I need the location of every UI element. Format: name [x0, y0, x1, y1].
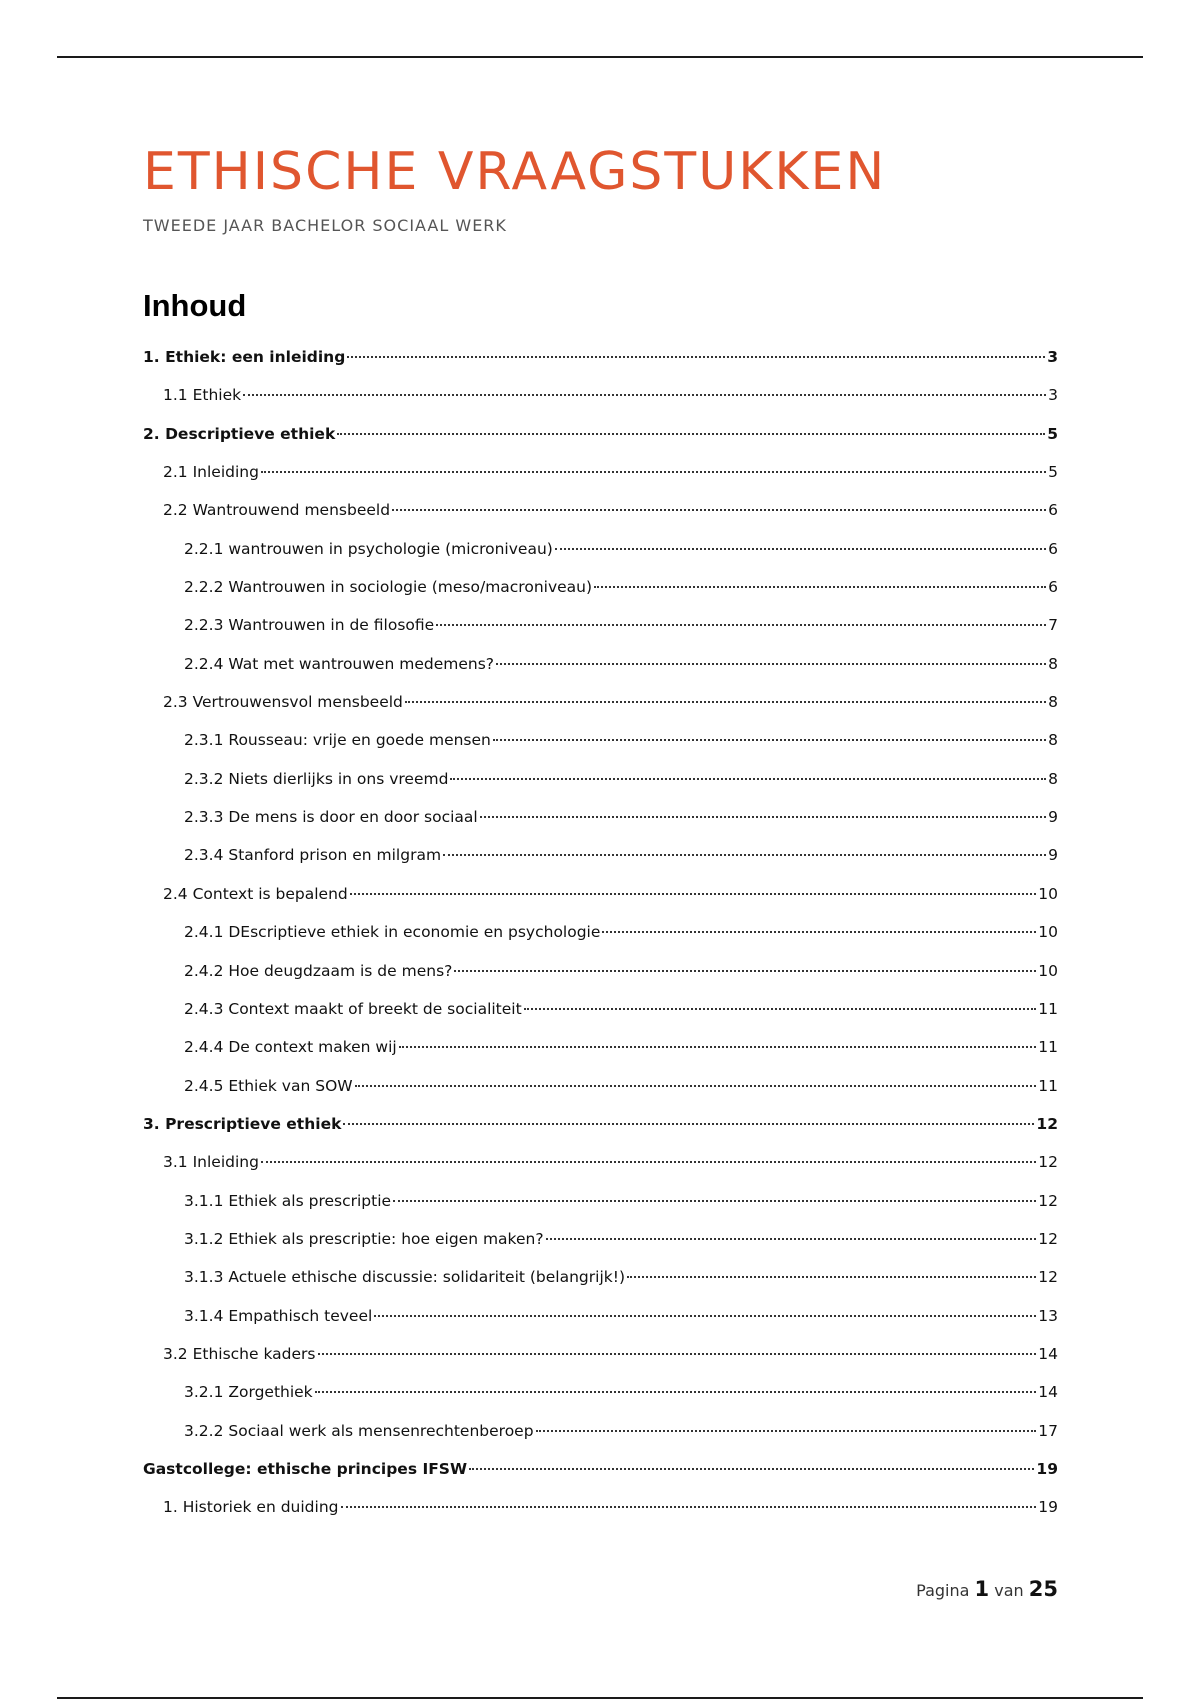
toc-entry-page: 6 [1048, 578, 1058, 597]
toc-dot-leader [261, 471, 1046, 473]
toc-entry-page: 5 [1047, 424, 1058, 443]
toc-dot-leader [602, 931, 1036, 933]
toc-entry-page: 7 [1048, 616, 1058, 635]
table-of-contents [143, 338, 1058, 1527]
toc-entry-page: 17 [1038, 1421, 1058, 1440]
toc-entry[interactable] [143, 338, 1058, 376]
toc-entry[interactable] [143, 760, 1058, 798]
toc-entry[interactable] [143, 952, 1058, 990]
toc-entry-label: 2.3.2 Niets dierlijks in ons vreemd [184, 769, 449, 788]
toc-entry-page: 10 [1038, 884, 1058, 903]
toc-entry[interactable] [143, 568, 1058, 606]
toc-entry-page: 8 [1048, 731, 1058, 750]
toc-entry[interactable] [143, 721, 1058, 759]
toc-entry-page: 10 [1038, 923, 1058, 942]
toc-entry[interactable] [143, 1028, 1058, 1066]
toc-entry[interactable] [143, 875, 1058, 913]
toc-entry[interactable] [143, 1258, 1058, 1296]
toc-entry-label: 2.2 Wantrouwend mensbeeld [163, 501, 391, 520]
toc-entry[interactable] [143, 491, 1058, 529]
toc-entry-label: 3.2.1 Zorgethiek [184, 1383, 313, 1402]
toc-dot-leader [450, 778, 1046, 780]
toc-entry[interactable] [143, 683, 1058, 721]
toc-entry[interactable] [143, 1450, 1058, 1488]
toc-entry[interactable] [143, 1373, 1058, 1411]
top-rule [57, 56, 1143, 58]
toc-entry-label: 2.4.3 Context maakt of breekt de socialiteit [184, 999, 522, 1018]
toc-dot-leader [399, 1046, 1037, 1048]
toc-entry-page: 13 [1038, 1306, 1058, 1325]
toc-entry[interactable] [143, 1412, 1058, 1450]
toc-entry-page: 8 [1048, 769, 1058, 788]
toc-entry-label: 2.3 Vertrouwensvol mensbeeld [163, 693, 403, 712]
toc-dot-leader [243, 394, 1046, 396]
toc-dot-leader [405, 701, 1046, 703]
toc-entry[interactable] [143, 1335, 1058, 1373]
toc-dot-leader [480, 816, 1046, 818]
toc-entry-page: 8 [1048, 693, 1058, 712]
toc-dot-leader [343, 1123, 1034, 1125]
toc-entry-page: 12 [1038, 1191, 1058, 1210]
toc-entry-page: 6 [1048, 501, 1058, 520]
toc-entry-page: 9 [1048, 808, 1058, 827]
toc-entry-page: 12 [1038, 1268, 1058, 1287]
toc-dot-leader [261, 1161, 1036, 1163]
toc-entry[interactable] [143, 990, 1058, 1028]
toc-entry[interactable] [143, 1488, 1058, 1526]
toc-dot-leader [536, 1430, 1037, 1432]
toc-dot-leader [337, 433, 1045, 435]
toc-dot-leader [469, 1468, 1034, 1470]
toc-entry-page: 12 [1038, 1229, 1058, 1248]
toc-entry-label: 2.2.3 Wantrouwen in de filosofie [184, 616, 435, 635]
toc-entry[interactable] [143, 453, 1058, 491]
toc-entry[interactable] [143, 645, 1058, 683]
toc-entry-label: 2.2.2 Wantrouwen in sociologie (meso/macroniveau) [184, 578, 593, 597]
toc-dot-leader [350, 893, 1037, 895]
toc-entry-page: 14 [1038, 1344, 1058, 1363]
toc-entry-label: 3.1.2 Ethiek als prescriptie: hoe eigen maken? [184, 1229, 544, 1248]
toc-entry-page: 14 [1038, 1383, 1058, 1402]
toc-entry[interactable] [143, 530, 1058, 568]
toc-dot-leader [393, 1200, 1036, 1202]
toc-entry-label: 3.1.4 Empathisch teveel [184, 1306, 373, 1325]
toc-entry-page: 3 [1047, 348, 1058, 366]
toc-entry-label: 2.4 Context is bepalend [163, 884, 348, 903]
toc-dot-leader [627, 1276, 1036, 1278]
toc-dot-leader [355, 1085, 1037, 1087]
toc-entry[interactable] [143, 913, 1058, 951]
toc-entry-page: 19 [1038, 1498, 1058, 1517]
toc-entry-label: 2.4.4 De context maken wij [184, 1038, 397, 1057]
toc-dot-leader [443, 854, 1046, 856]
toc-dot-leader [315, 1391, 1037, 1393]
toc-dot-leader [436, 624, 1046, 626]
toc-entry-label: 2.3.3 De mens is door en door sociaal [184, 808, 478, 827]
toc-dot-leader [555, 548, 1046, 550]
footer-middle: van [994, 1581, 1024, 1600]
toc-entry-label: 3.1.1 Ethiek als prescriptie [184, 1191, 392, 1210]
toc-entry-page: 19 [1036, 1459, 1058, 1478]
toc-entry-label: 2.1 Inleiding [163, 463, 259, 482]
toc-entry-page: 9 [1048, 846, 1058, 865]
toc-entry-label: 1.1 Ethiek [163, 386, 242, 405]
toc-entry[interactable] [143, 1105, 1058, 1143]
toc-dot-leader [318, 1353, 1037, 1355]
toc-entry[interactable] [143, 1067, 1058, 1105]
toc-entry-label: 3.1 Inleiding [163, 1153, 259, 1172]
toc-entry-page: 11 [1038, 1076, 1058, 1095]
toc-entry-page: 12 [1038, 1153, 1058, 1172]
toc-entry-label: 3.2 Ethische kaders [163, 1344, 316, 1363]
toc-dot-leader [374, 1315, 1036, 1317]
toc-entry-label: 2.4.1 DEscriptieve ethiek in economie en psychologie [184, 923, 601, 942]
total-page-count: 25 [1028, 1577, 1058, 1601]
toc-dot-leader [341, 1506, 1037, 1508]
toc-entry[interactable] [143, 1143, 1058, 1181]
toc-entry-label: 2.3.4 Stanford prison en milgram [184, 846, 442, 865]
toc-entry-page: 12 [1036, 1114, 1058, 1133]
toc-entry-label: 2.2.4 Wat met wantrouwen medemens? [184, 654, 494, 673]
toc-entry-label: 2.4.2 Hoe deugdzaam is de mens? [184, 961, 453, 980]
toc-dot-leader [347, 356, 1045, 358]
toc-entry[interactable] [143, 836, 1058, 874]
toc-entry-page: 3 [1048, 386, 1058, 405]
toc-entry-page: 10 [1038, 961, 1058, 980]
document-subtitle: TWEEDE JAAR BACHELOR SOCIAAL WERK [143, 216, 507, 235]
toc-entry-page: 11 [1038, 999, 1058, 1018]
toc-dot-leader [496, 663, 1046, 665]
toc-entry-page: 6 [1048, 539, 1058, 558]
toc-entry-label: 2.3.1 Rousseau: vrije en goede mensen [184, 731, 491, 750]
toc-dot-leader [594, 586, 1046, 588]
document-title: ETHISCHE VRAAGSTUKKEN [143, 142, 887, 202]
toc-entry[interactable] [143, 415, 1058, 453]
toc-entry-label: 2.4.5 Ethiek van SOW [184, 1076, 353, 1095]
bottom-rule [57, 1697, 1143, 1699]
toc-dot-leader [454, 970, 1036, 972]
toc-dot-leader [524, 1008, 1037, 1010]
toc-entry-label: 3.1.3 Actuele ethische discussie: solidariteit (belangrijk!) [184, 1268, 625, 1287]
toc-entry-label: 1. Historiek en duiding [163, 1498, 339, 1517]
toc-dot-leader [392, 509, 1046, 511]
toc-entry[interactable] [143, 1182, 1058, 1220]
current-page-number: 1 [974, 1577, 990, 1601]
toc-entry-label: Gastcollege: ethische principes IFSW [143, 1459, 468, 1478]
toc-heading: Inhoud [143, 288, 247, 323]
toc-entry[interactable] [143, 1220, 1058, 1258]
footer-prefix: Pagina [916, 1581, 970, 1600]
toc-entry-label: 3.2.2 Sociaal werk als mensenrechtenberoep [184, 1421, 534, 1440]
toc-entry-label: 2. Descriptieve ethiek [143, 424, 336, 443]
page-footer [916, 1577, 1058, 1601]
toc-entry[interactable] [143, 606, 1058, 644]
toc-entry-label: 3. Prescriptieve ethiek [143, 1114, 342, 1133]
toc-entry[interactable] [143, 376, 1058, 414]
toc-entry-page: 8 [1048, 654, 1058, 673]
toc-entry[interactable] [143, 1297, 1058, 1335]
toc-dot-leader [493, 739, 1046, 741]
toc-entry-page: 11 [1038, 1038, 1058, 1057]
toc-entry-label: 1. Ethiek: een inleiding [143, 348, 346, 366]
toc-entry-page: 5 [1048, 463, 1058, 482]
toc-entry[interactable] [143, 798, 1058, 836]
toc-entry-label: 2.2.1 wantrouwen in psychologie (microniveau) [184, 539, 553, 558]
toc-dot-leader [546, 1238, 1037, 1240]
